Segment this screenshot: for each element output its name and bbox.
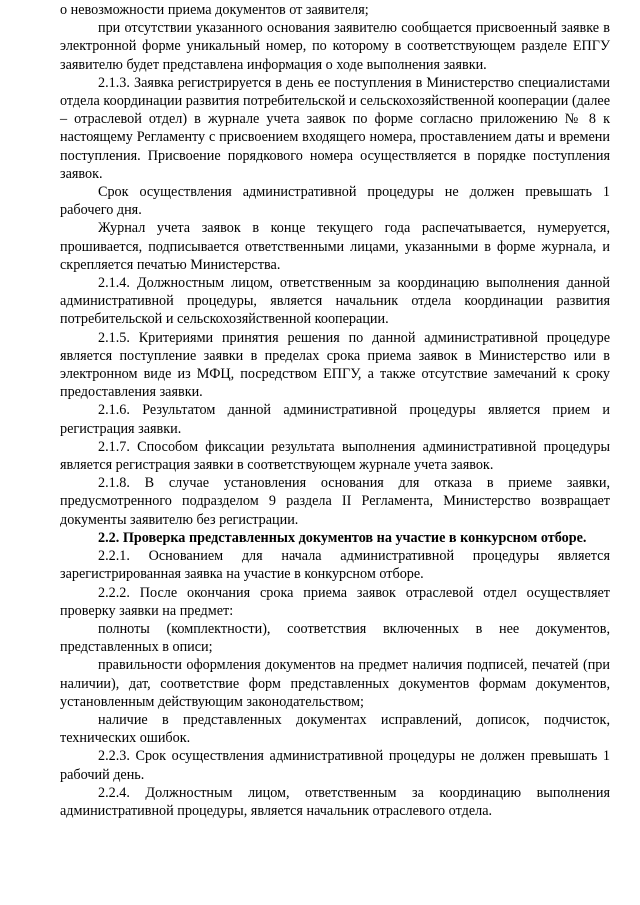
- section-heading-2-2: 2.2. Проверка представленных документов на участие в конкурсном отборе.: [98, 529, 587, 546]
- paragraph-2-2-4: 2.2.4. Должностным лицом, ответственным за координацию выполнения административной процедуры, является начальник отраслевого отдела.: [60, 784, 610, 819]
- paragraph-2-1-6: 2.1.6. Результатом данной административной процедуры является прием и регистрация заявки.: [60, 402, 610, 437]
- paragraph-2-1-5: 2.1.5. Критериями принятия решения по данной административной процедуре является поступление заявки в пределах срока приема заявок в Министерство или в электронном виде из МФЦ, посредством ЕПГУ, а также отсутствие замечаний к сроку предоставления заявки.: [60, 329, 610, 401]
- document-page: [60, 0, 610, 820]
- paragraph-completeness: полноты (комплектности), соответствия включенных в нее документов, представленных в описи;: [60, 620, 610, 656]
- paragraph-2-1-3: 2.1.3. Заявка регистрируется в день ее поступления в Министерство специалистами отдела координации развития потребительской и сельскохозяйственной кооперации (далее – отраслевой отдел) в журнале учета заявок по форме согласно приложению № 8 к настоящему Регламенту с присвоением входящего номера, проставлением даты и времени поступления. Присвоение порядкового номера осуществляется в порядке поступления заявок.: [60, 74, 610, 182]
- paragraph-registration-number: при отсутствии указанного основания заявителю сообщается присвоенный заявке в электронной форме уникальный номер, по которому в соответствующем разделе ЕПГУ заявителю будет представлена информация о ходе выполнения заявки.: [60, 20, 610, 73]
- paragraph-corrections: наличие в представленных документах исправлений, дописок, подчисток, технических ошибок.: [60, 711, 610, 747]
- paragraph-2-1-8: 2.1.8. В случае установления основания для отказа в приеме заявки, предусмотренного подразделом 9 раздела II Регламента, Министерство возвращает документы заявителю без регистрации.: [60, 475, 610, 528]
- paragraph-2-2-2: 2.2.2. После окончания срока приема заявок отраслевой отдел осуществляет проверку заявки на предмет:: [60, 584, 610, 619]
- paragraph-no-acceptance: о невозможности приема документов от заявителя;: [60, 2, 369, 18]
- paragraph-journal: Журнал учета заявок в конце текущего года распечатывается, нумеруется, прошивается, подписывается ответственными лицами, указанными в форме журнала, и скрепляется печатью Министерства.: [60, 220, 610, 273]
- paragraph-deadline-1-day: Срок осуществления административной процедуры не должен превышать 1 рабочего дня.: [60, 184, 610, 219]
- paragraph-2-2-3: 2.2.3. Срок осуществления административной процедуры не должен превышать 1 рабочий день.: [60, 748, 610, 783]
- paragraph-2-1-4: 2.1.4. Должностным лицом, ответственным за координацию выполнения данной административной процедуры, является начальник отдела координации развития потребительской и сельскохозяйственной кооперации.: [60, 275, 610, 328]
- paragraph-2-2-1: 2.2.1. Основанием для начала административной процедуры является зарегистрированная заявка на участие в конкурсном отборе.: [60, 548, 610, 583]
- paragraph-2-1-7: 2.1.7. Способом фиксации результата выполнения административной процедуры является регистрация заявки в соответствующем журнале учета заявок.: [60, 438, 610, 474]
- paragraph-correctness: правильности оформления документов на предмет наличия подписей, печатей (при наличии), дат, соответствие форм представленных документов формам документов, установленным действующим законодательством;: [60, 657, 610, 710]
